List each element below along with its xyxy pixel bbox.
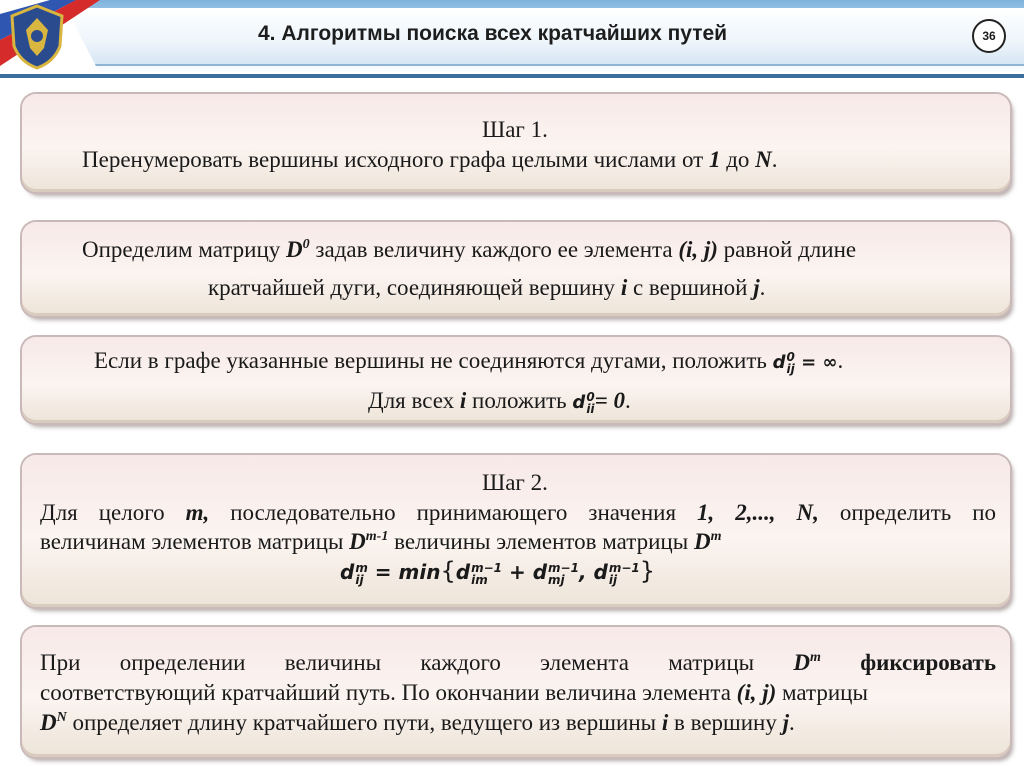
step1-heading: Шаг 1. (482, 117, 548, 142)
step2-formula: d m ij = min{d m−1 im + d m−1 mj , d m−1 ij } (340, 557, 656, 587)
infinity-rule-block (22, 337, 1010, 423)
infinity-rule-line1: Если в графе указанные вершины не соединяются дугами, положить d 0 ij = ∞. (94, 348, 844, 376)
slide-header (0, 0, 1024, 78)
step1-text: Перенумеровать вершины исходного графа целыми числами от 1 до N. (82, 147, 778, 172)
step2-line1: Для целого m, последовательно принимающего значения 1, 2,..., N, определить по (40, 500, 997, 525)
path-fix-line3: $D^N$ определяет длину кратчайшего пути, ведущего из вершины i в вершину j. (40, 710, 795, 735)
page-number-badge: 36 (972, 19, 1006, 53)
matrix-d0-line2: кратчайшей дуги, соединяющей вершину i с вершиной j. (208, 275, 766, 300)
step1-block (22, 94, 1010, 192)
step2-line2: величинам элементов матрицы $D^{m-1}$ величины элементов матрицы $D^m$ (40, 529, 722, 554)
step2-block (22, 455, 1010, 607)
path-fix-line1: При определении величины каждого элемента матрицы $D^m$ фиксировать (40, 650, 997, 675)
page-title: 4. Алгоритмы поиска всех кратчайших путей (258, 22, 728, 45)
emblem-icon (8, 4, 66, 70)
path-fix-block (22, 627, 1010, 757)
step2-heading: Шаг 2. (482, 470, 548, 495)
matrix-d0-line1: Определим матрицу $D^0$ задав величину каждого ее элемента (i, j) равной длине (82, 237, 857, 262)
path-fix-line2: соответствующий кратчайший путь. По окончании величина элемента (i, j) матрицы (40, 680, 868, 705)
matrix-d0-block (22, 222, 1010, 316)
infinity-rule-line2: Для всех i положить d 0 ii = 0. (368, 388, 631, 416)
